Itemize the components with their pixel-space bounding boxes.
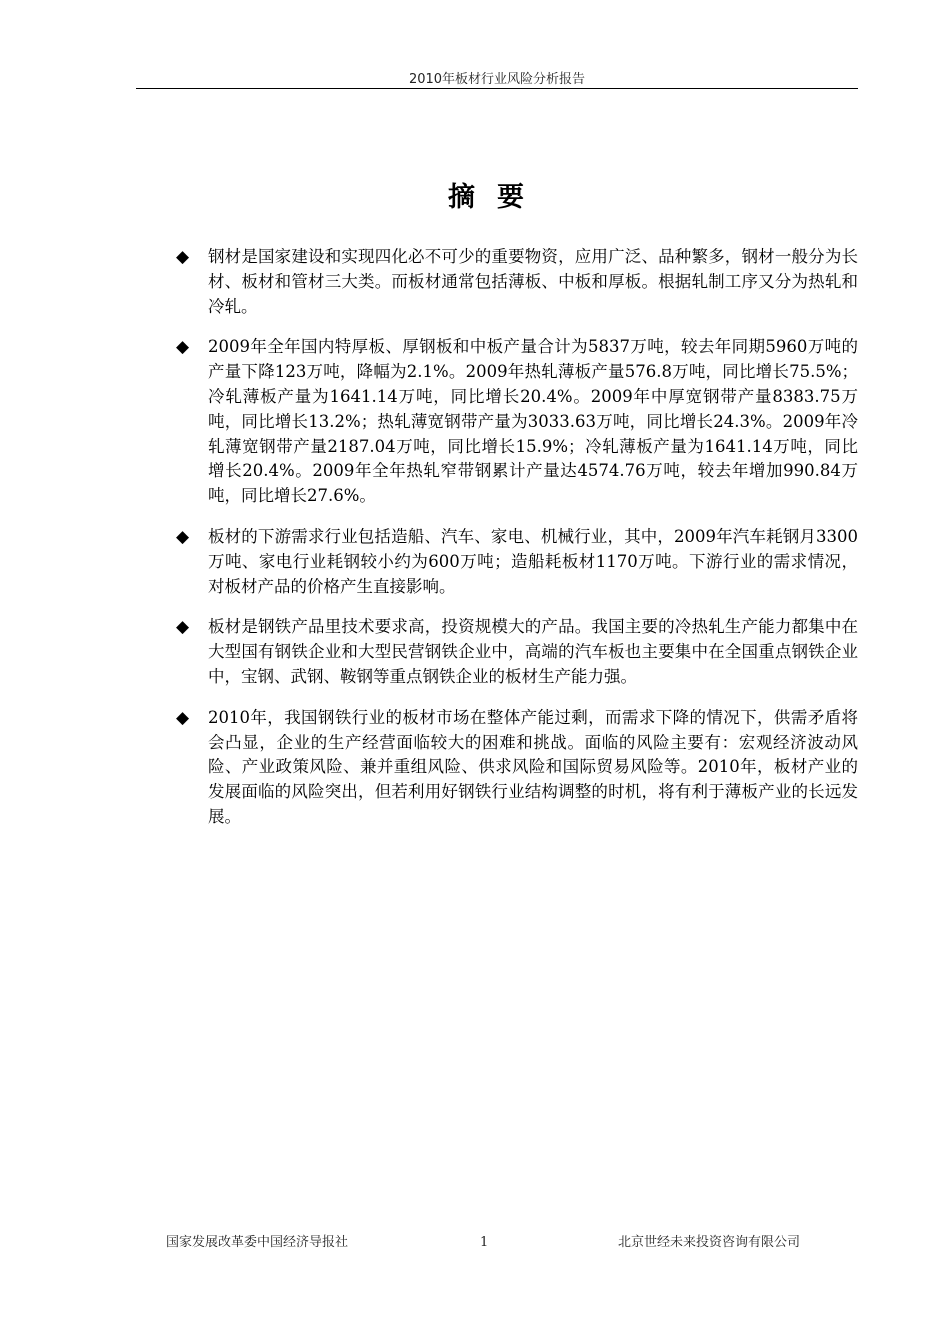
- summary-item: [176, 335, 858, 509]
- diamond-bullet-icon: ◆: [176, 617, 190, 638]
- summary-text: 2010年，我国钢铁行业的板材市场在整体产能过剩，而需求下降的情况下，供需矛盾将会凸显，企业的生产经营面临较大的困难和挑战。面临的风险主要有：宏观经济波动风险、产业政策风险、兼并重组风险、供求风险和国际贸易风险等。2010年，板材产业的发展面临的风险突出，但若利用好钢铁行业结构调整的时机，将有利于薄板产业的长远发展。: [208, 707, 858, 826]
- footer-publisher: 国家发展改革委中国经济导报社: [166, 1235, 349, 1250]
- summary-list: [176, 245, 858, 846]
- summary-item: [176, 706, 858, 830]
- diamond-bullet-icon: ◆: [176, 526, 190, 547]
- page-number: 1: [480, 1235, 489, 1250]
- section-heading: 摘要: [448, 182, 546, 213]
- diamond-bullet-icon: ◆: [176, 707, 190, 728]
- summary-text: 板材的下游需求行业包括造船、汽车、家电、机械行业，其中，2009年汽车耗钢月3300万吨、家电行业耗钢较小约为600万吨；造船耗板材1170万吨。下游行业的需求情况，对板材产品的价格产生直接影响。: [208, 526, 858, 596]
- summary-item: [176, 525, 858, 599]
- page-header: 2010年板材行业风险分析报告: [408, 72, 586, 87]
- summary-text: 板材是钢铁产品里技术要求高，投资规模大的产品。我国主要的冷热轧生产能力都集中在大型国有钢铁企业和大型民营钢铁企业中，高端的汽车板也主要集中在全国重点钢铁企业中，宝钢、武钢、鞍钢等重点钢铁企业的板材生产能力强。: [208, 617, 858, 686]
- diamond-bullet-icon: ◆: [176, 247, 190, 267]
- summary-text: 钢材是国家建设和实现四化必不可少的重要物资，应用广泛、品种繁多，钢材一般分为长材、板材和管材三大类。而板材通常包括薄板、中板和厚板。根据轧制工序又分为热轧和冷轧。: [208, 247, 858, 316]
- summary-item: [176, 245, 858, 319]
- diamond-bullet-icon: ◆: [176, 337, 190, 358]
- summary-item: [176, 615, 858, 689]
- footer-company: 北京世经未来投资咨询有限公司: [618, 1235, 801, 1250]
- summary-text: 2009年全年国内特厚板、厚钢板和中板产量合计为5837万吨，较去年同期5960万吨的产量下降123万吨，降幅为2.1%。2009年热轧薄板产量576.8万吨，同比增长75.5%；冷轧薄板产量为1641.14万吨，同比增长20.4%。2009年中厚宽钢带产量8383.75万吨，同比增长13.2%；热轧薄宽钢带产量为3033.63万吨，同比增长24.3%。2009年冷轧薄宽钢带产量2187.04万吨，同比增长15.9%；冷轧薄板产量为1641.14万吨，同比增长20.4%。2009年全年热轧窄带钢累计产量达4574.76万吨，较去年增加990.84万吨，同比增长27.6%。: [208, 337, 858, 506]
- header-divider: [136, 88, 858, 89]
